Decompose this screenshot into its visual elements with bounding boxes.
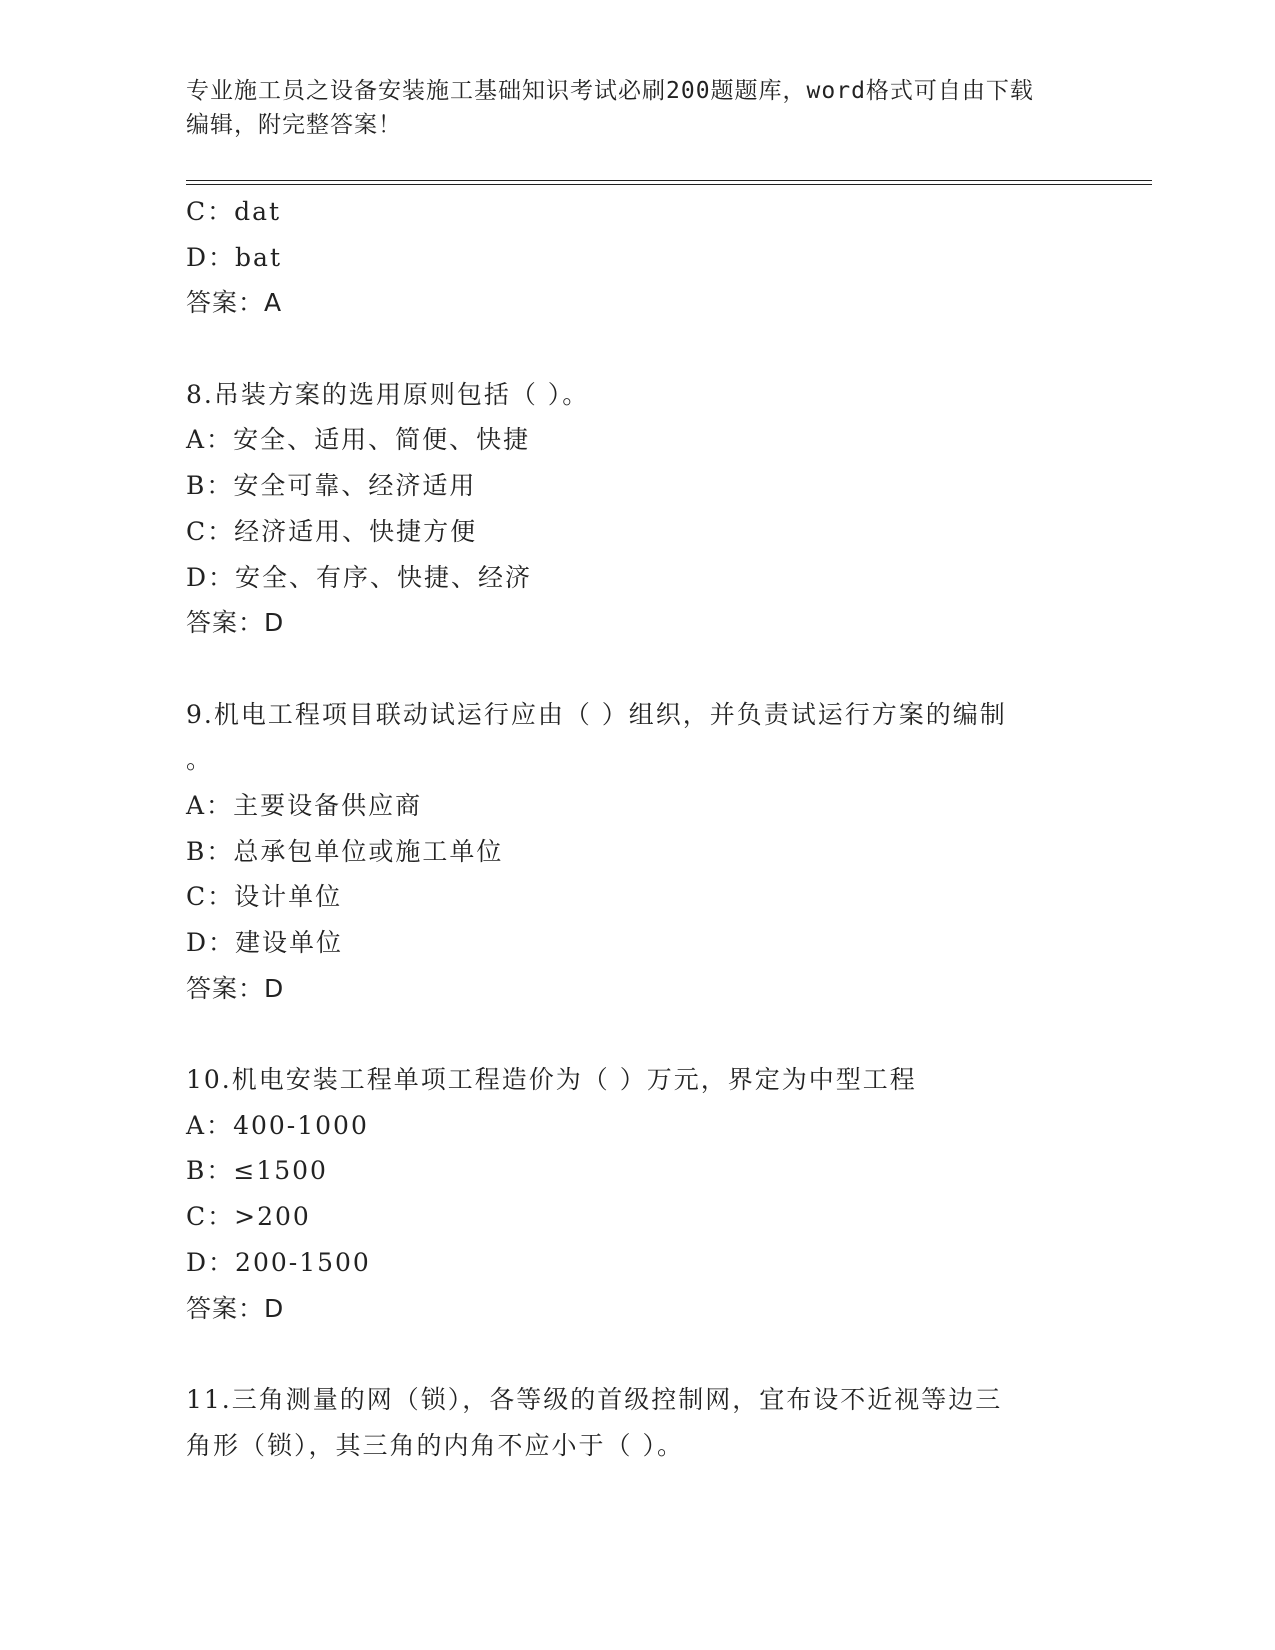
option-text: 安全、适用、简便、快捷 [233, 425, 531, 455]
option-key: C： [186, 1202, 235, 1232]
header-divider-bottom [186, 184, 1152, 185]
question-stem: 9.机电工程项目联动试运行应由（ ）组织，并负责试运行方案的编制 [186, 699, 1007, 729]
question-10 [186, 1057, 1086, 1331]
option-text: 建设单位 [235, 928, 344, 957]
option-c [186, 874, 1086, 920]
option-text: 200-1500 [235, 1247, 371, 1277]
option-text: 安全可靠、经济适用 [233, 471, 477, 501]
option-d [186, 235, 1086, 281]
option-a [186, 1103, 1086, 1149]
answer-line: 答案：D [186, 608, 285, 638]
option-b [186, 1148, 1086, 1194]
question-11 [186, 1377, 1086, 1468]
option-d [186, 920, 1086, 966]
option-a [186, 783, 1086, 829]
question-7-continued [186, 189, 1086, 326]
option-key: B： [186, 836, 234, 866]
question-8 [186, 372, 1086, 646]
question-stem: 8.吊装方案的选用原则包括（ ）。 [186, 379, 590, 409]
header-title-line-2: 编辑，附完整答案！ [186, 112, 402, 138]
answer-line: 答案：D [186, 1293, 285, 1323]
option-c [186, 189, 1086, 235]
option-c [186, 1194, 1086, 1240]
option-key: C： [186, 516, 235, 546]
option-text: 主要设备供应商 [233, 790, 423, 820]
question-stem: 11.三角测量的网（锁），各等级的首级控制网，宜布设不近视等边三 [186, 1384, 1003, 1414]
option-text: >200 [234, 1202, 311, 1232]
question-9 [186, 692, 1086, 1012]
option-b [186, 829, 1086, 875]
header-title-line-1: 专业施工员之设备安装施工基础知识考试必刷200题题库，word格式可自由下载 [186, 78, 1034, 104]
option-text: 安全、有序、快捷、经济 [235, 562, 533, 592]
option-key: B： [186, 1156, 234, 1186]
option-key: A： [186, 790, 234, 820]
option-c [186, 509, 1086, 555]
option-key: D： [186, 242, 236, 272]
question-content [186, 189, 1086, 1468]
question-stem-continued: 。 [186, 745, 214, 775]
option-text: bat [235, 242, 283, 272]
option-d [186, 1240, 1086, 1286]
option-text: 400-1000 [233, 1110, 369, 1140]
option-text: 总承包单位或施工单位 [233, 836, 504, 866]
option-text: 设计单位 [234, 882, 343, 912]
option-key: D： [186, 1247, 236, 1277]
option-d [186, 555, 1086, 601]
answer-line: 答案：D [186, 973, 285, 1003]
option-a [186, 417, 1086, 463]
option-key: C： [186, 197, 235, 226]
option-b [186, 463, 1086, 509]
option-key: D： [186, 562, 236, 592]
option-text: dat [234, 197, 282, 226]
option-text: ≤1500 [233, 1156, 328, 1186]
option-key: B： [186, 471, 234, 501]
header-divider-top [186, 180, 1152, 181]
question-stem: 10.机电安装工程单项工程造价为（ ）万元，界定为中型工程 [186, 1065, 917, 1095]
question-stem-continued: 角形（锁），其三角的内角不应小于（ ）。 [186, 1430, 684, 1460]
option-key: D： [186, 928, 236, 957]
page-header [186, 74, 1086, 142]
option-key: C： [186, 882, 235, 912]
option-key: A： [186, 425, 234, 455]
option-text: 经济适用、快捷方便 [234, 516, 478, 546]
option-key: A： [186, 1110, 234, 1140]
answer-line: 答案：A [186, 288, 283, 318]
